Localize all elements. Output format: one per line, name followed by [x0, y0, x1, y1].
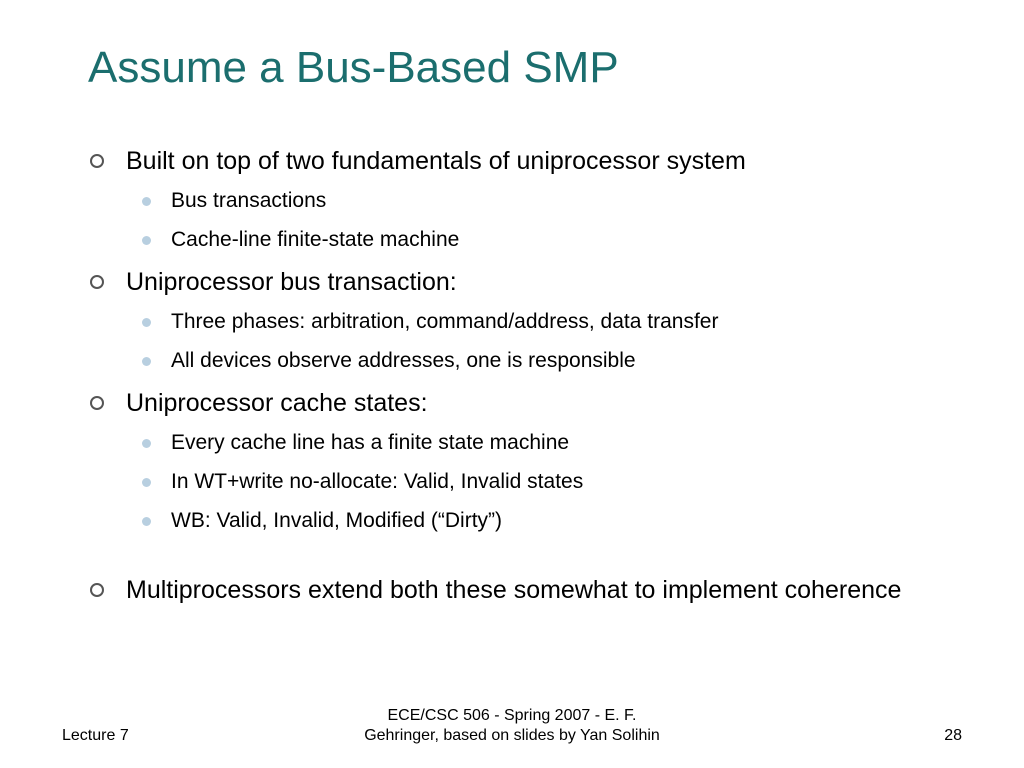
- filled-circle-bullet-icon: [142, 439, 151, 448]
- sub-bullet-text: Bus transactions: [171, 189, 327, 212]
- hollow-circle-bullet-icon: [90, 583, 104, 597]
- sub-bullet-text: In WT+write no-allocate: Valid, Invalid states: [171, 470, 584, 493]
- hollow-circle-bullet-icon: [90, 275, 104, 289]
- footer-lecture-label: Lecture 7: [62, 727, 129, 744]
- bullet-text: Uniprocessor bus transaction:: [126, 268, 457, 296]
- sub-bullet-text: WB: Valid, Invalid, Modified (“Dirty”): [171, 509, 503, 532]
- bullet-text: Built on top of two fundamentals of uniprocessor system: [126, 147, 746, 175]
- sub-bullet-text: Every cache line has a finite state machine: [171, 431, 570, 454]
- sub-bullet-text: Three phases: arbitration, command/address, data transfer: [171, 310, 719, 333]
- filled-circle-bullet-icon: [142, 357, 151, 366]
- sub-bullet-text: All devices observe addresses, one is responsible: [171, 349, 636, 372]
- filled-circle-bullet-icon: [142, 318, 151, 327]
- sub-bullet-text: Cache-line finite-state machine: [171, 228, 460, 251]
- hollow-circle-bullet-icon: [90, 396, 104, 410]
- page-number: 28: [944, 727, 962, 744]
- footer-course-info: [312, 706, 712, 746]
- footer-course-line: ECE/CSC 506 - Spring 2007 - E. F.: [387, 707, 637, 724]
- slide-title: Assume a Bus-Based SMP: [88, 43, 619, 92]
- filled-circle-bullet-icon: [142, 197, 151, 206]
- hollow-circle-bullet-icon: [90, 154, 104, 168]
- bullet-text: Multiprocessors extend both these somewhat to implement coherence: [126, 576, 902, 604]
- filled-circle-bullet-icon: [142, 236, 151, 245]
- filled-circle-bullet-icon: [142, 517, 151, 526]
- bullet-text: Uniprocessor cache states:: [126, 389, 428, 417]
- filled-circle-bullet-icon: [142, 478, 151, 487]
- footer-course-line: Gehringer, based on slides by Yan Solihin: [364, 727, 660, 744]
